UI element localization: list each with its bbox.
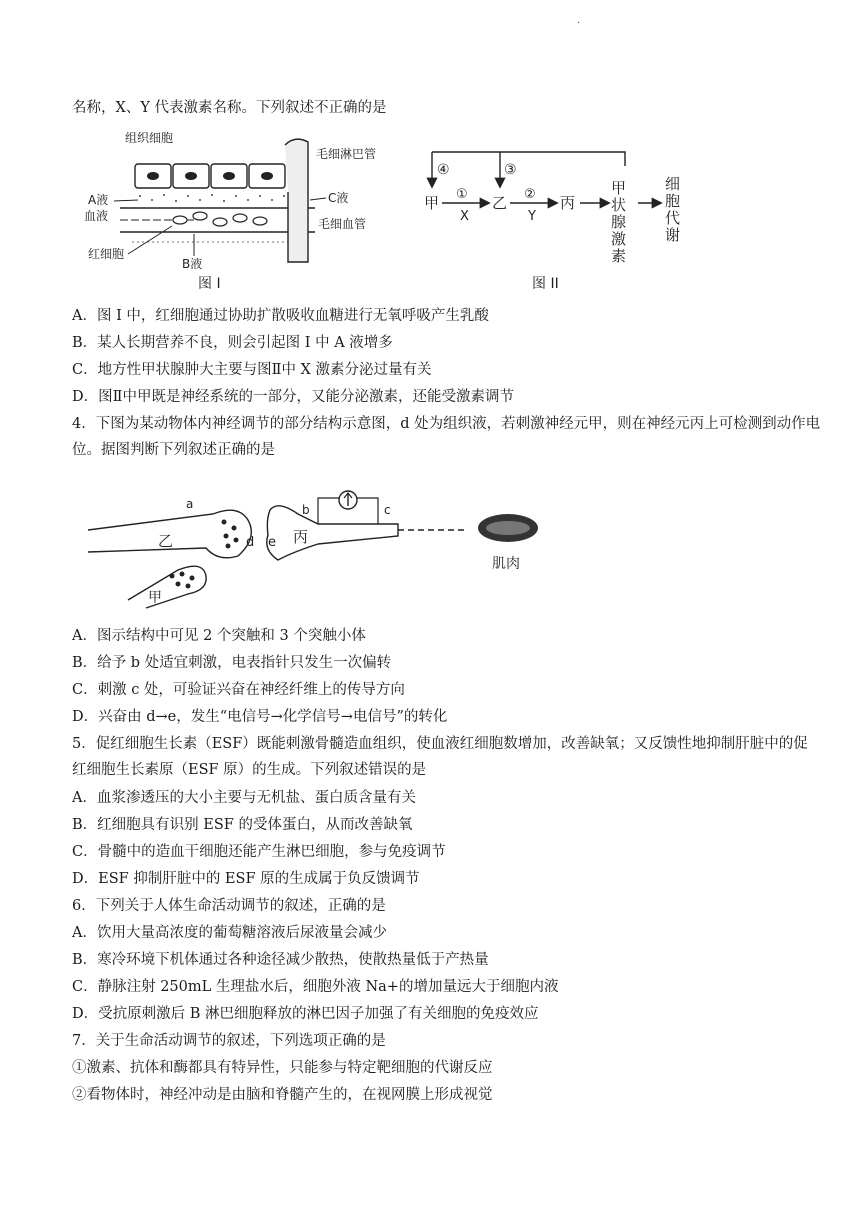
q5-stem: 5．促红细胞生长素（ESF）既能刺激骨髓造血组织，使血液红细胞数增加，改善缺氧；又反馈性地抑制肝脏中的促红细胞生长素原（ESF 原）的生成。下列叙述错误的是: [72, 736, 808, 778]
top-mark: ·: [577, 18, 581, 29]
figure-1-tissue-diagram: [80, 130, 377, 295]
figure-2-caption: 图 II: [532, 276, 559, 292]
figure-1-caption: 图 I: [198, 276, 221, 292]
figure-3-neuron-diagram: [88, 490, 558, 610]
q4-option-c: C．刺激 c 处，可验证兴奋在神经纤维上的传导方向: [72, 682, 405, 698]
flow-num-2: ②: [524, 187, 536, 202]
q5-option-d: D．ESF 抑制肝脏中的 ESF 原的生成属于负反馈调节: [72, 871, 420, 887]
flow-num-4: ④: [437, 162, 450, 178]
q3-option-c: C．地方性甲状腺肿大主要与图Ⅱ中 X 激素分泌过量有关: [72, 362, 432, 378]
q4-option-a: A．图示结构中可见 2 个突触和 3 个突触小体: [72, 628, 366, 644]
q7-stem: 7．关于生命活动调节的叙述，下列选项正确的是: [72, 1033, 386, 1049]
q6-option-a: A．饮用大量高浓度的葡萄糖溶液后尿液量会减少: [72, 925, 387, 941]
q5-option-a: A．血浆渗透压的大小主要与无机盐、蛋白质含量有关: [72, 790, 416, 806]
label-b: b: [302, 503, 310, 517]
q4-option-b: B．给予 b 处适宜刺激，电表指针只发生一次偏转: [72, 655, 392, 671]
q5-option-c: C．骨髓中的造血干细胞还能产生淋巴细胞，参与免疫调节: [72, 844, 446, 860]
label-capillary: 毛细血管: [318, 217, 367, 231]
label-e: e: [268, 535, 276, 550]
flow-num-3: ③: [504, 162, 517, 178]
flow-y: Y: [528, 209, 536, 224]
q4-stem: 4．下图为某动物体内神经调节的部分结构示意图，d 处为组织液，若刺激神经元甲，则在神经元丙上可检测到动作电位。据图判断下列叙述正确的是: [72, 416, 821, 458]
q4-option-d: D．兴奋由 d→e，发生“电信号→化学信号→电信号”的转化: [72, 709, 448, 725]
q3-option-b: B．某人长期营养不良，则会引起图 I 中 A 液增多: [72, 335, 393, 351]
q6-option-b: B．寒冷环境下机体通过各种途径减少散热，使散热量低于产热量: [72, 952, 489, 968]
label-jia-neuron: 甲: [148, 590, 162, 606]
flow-bing: 丙: [560, 194, 576, 212]
q6-option-d: D．受抗原刺激后 B 淋巴细胞释放的淋巴因子加强了有关细胞的免疫效应: [72, 1006, 539, 1022]
q3-option-d: D．图Ⅱ中甲既是神经系统的一部分，又能分泌激素，还能受激素调节: [72, 389, 514, 405]
label-muscle: 肌肉: [492, 556, 520, 572]
label-blood: 血液: [84, 209, 109, 223]
q6-option-c: C．静脉注射 250mL 生理盐水后，细胞外液 Na+的增加量远大于细胞内液: [72, 979, 559, 995]
label-yi-neuron: 乙: [158, 532, 174, 550]
label-c-fluid: C液: [328, 191, 349, 205]
label-c: c: [384, 503, 391, 517]
label-b-fluid: B液: [182, 257, 203, 271]
figure-2-hormone-flow: [420, 140, 720, 295]
q7-item-1: ①激素、抗体和酶都具有特异性，只能参与特定靶细胞的代谢反应: [72, 1060, 493, 1076]
flow-yi: 乙: [492, 194, 508, 212]
flow-x: X: [460, 209, 469, 224]
flow-num-1: ①: [456, 187, 468, 202]
flow-metabolism: 细胞代谢: [663, 176, 681, 244]
flow-hormone: 甲状腺激素: [609, 180, 627, 265]
q3-option-a: A．图 I 中，红细胞通过协助扩散吸收血糖进行无氧呼吸产生乳酸: [72, 308, 489, 324]
label-a: a: [186, 497, 194, 511]
label-a-fluid: A液: [88, 193, 109, 207]
label-tissue-cells: 组织细胞: [125, 131, 174, 145]
label-d: d: [246, 535, 255, 550]
label-bing-neuron: 丙: [293, 528, 309, 546]
intro-line: 名称，X、Y 代表激素名称。下列叙述不正确的是: [72, 100, 387, 116]
flow-jia: 甲: [424, 194, 440, 212]
label-lymph: 毛细淋巴管: [316, 147, 377, 161]
label-rbc: 红细胞: [88, 247, 125, 261]
q7-item-2: ②看物体时，神经冲动是由脑和脊髓产生的，在视网膜上形成视觉: [72, 1087, 493, 1103]
q6-stem: 6．下列关于人体生命活动调节的叙述，正确的是: [72, 898, 386, 914]
q5-option-b: B．红细胞具有识别 ESF 的受体蛋白，从而改善缺氧: [72, 817, 413, 833]
